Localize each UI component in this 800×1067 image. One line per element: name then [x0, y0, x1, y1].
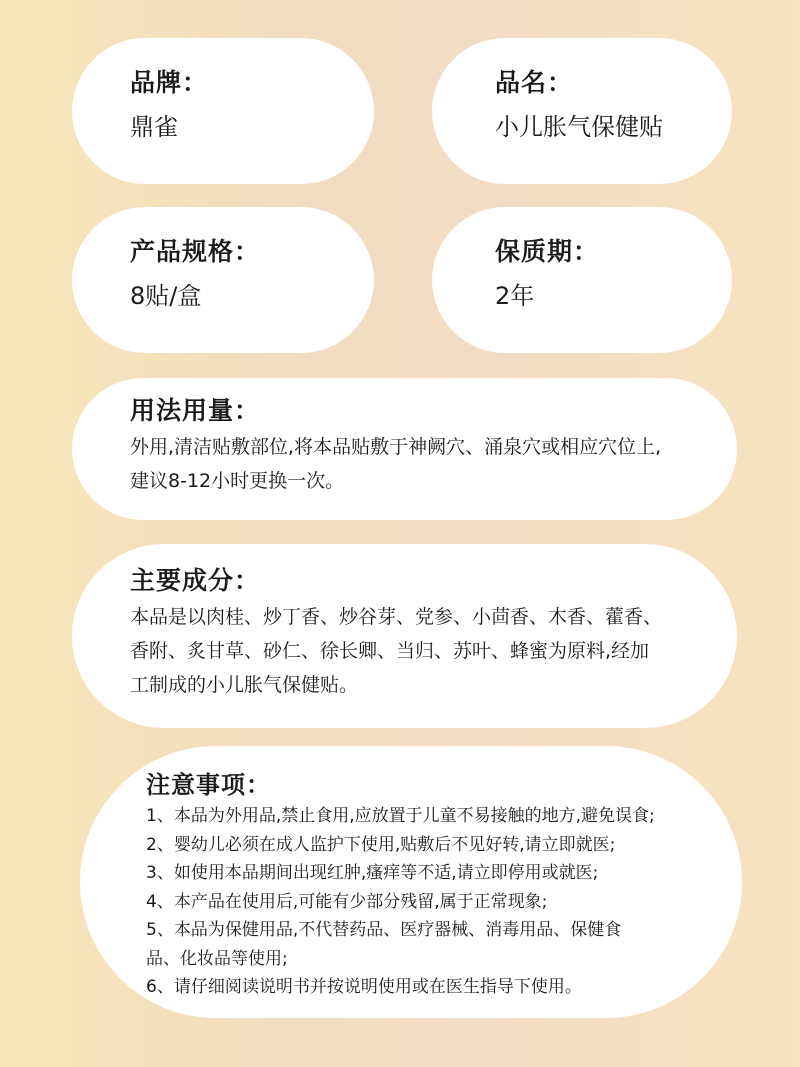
notes-item: 2、婴幼儿必须在成人监护下使用,贴敷后不见好转,请立即就医; — [146, 834, 616, 855]
brand-label: 品牌： — [130, 68, 209, 97]
notes-card — [80, 746, 742, 1018]
ingredients-line: 香附、炙甘草、砂仁、徐长卿、当归、苏叶、蜂蜜为原料,经加 — [130, 640, 650, 662]
notes-item: 品、化妆品等使用; — [146, 948, 288, 969]
usage-line: 建议8-12小时更换一次。 — [130, 470, 345, 492]
product-name-label: 品名： — [495, 68, 574, 97]
ingredients-label: 主要成分： — [130, 566, 261, 595]
spec-card — [72, 207, 374, 353]
shelf-life-label: 保质期： — [495, 237, 600, 266]
product-name-value: 小儿胀气保健贴 — [495, 113, 663, 141]
shelf-life-card — [432, 207, 732, 353]
notes-item: 3、如使用本品期间出现红肿,瘙痒等不适,请立即停用或就医; — [146, 863, 599, 883]
notes-label: 注意事项： — [146, 771, 271, 799]
ingredients-line: 本品是以肉桂、炒丁香、炒谷芽、党参、小茴香、木香、藿香、 — [130, 606, 663, 628]
ingredients-card — [72, 544, 737, 728]
usage-label: 用法用量： — [130, 396, 261, 425]
notes-item: 5、本品为保健用品,不代替药品、医疗器械、消毒用品、保健食 — [146, 920, 622, 940]
brand-card — [72, 38, 374, 184]
spec-label: 产品规格： — [130, 237, 261, 266]
notes-item: 1、本品为外用品,禁止食用,应放置于儿童不易接触的地方,避免误食; — [146, 806, 655, 826]
usage-line: 外用,清洁贴敷部位,将本品贴敷于神阙穴、涌泉穴或相应穴位上, — [130, 436, 662, 458]
ingredients-text — [130, 600, 737, 702]
product-name-card — [432, 38, 732, 184]
spec-value: 8贴/盒 — [130, 282, 202, 310]
notes-item: 4、本产品在使用后,可能有少部分残留,属于正常现象; — [146, 891, 548, 912]
ingredients-line: 工制成的小儿胀气保健贴。 — [130, 674, 359, 696]
brand-value: 鼎雀 — [130, 113, 178, 141]
usage-card — [72, 378, 737, 520]
shelf-life-value: 2年 — [495, 282, 535, 310]
usage-text — [130, 430, 737, 498]
notes-item: 6、请仔细阅读说明书并按说明使用或在医生指导下使用。 — [146, 977, 582, 997]
notes-list — [146, 802, 742, 1002]
